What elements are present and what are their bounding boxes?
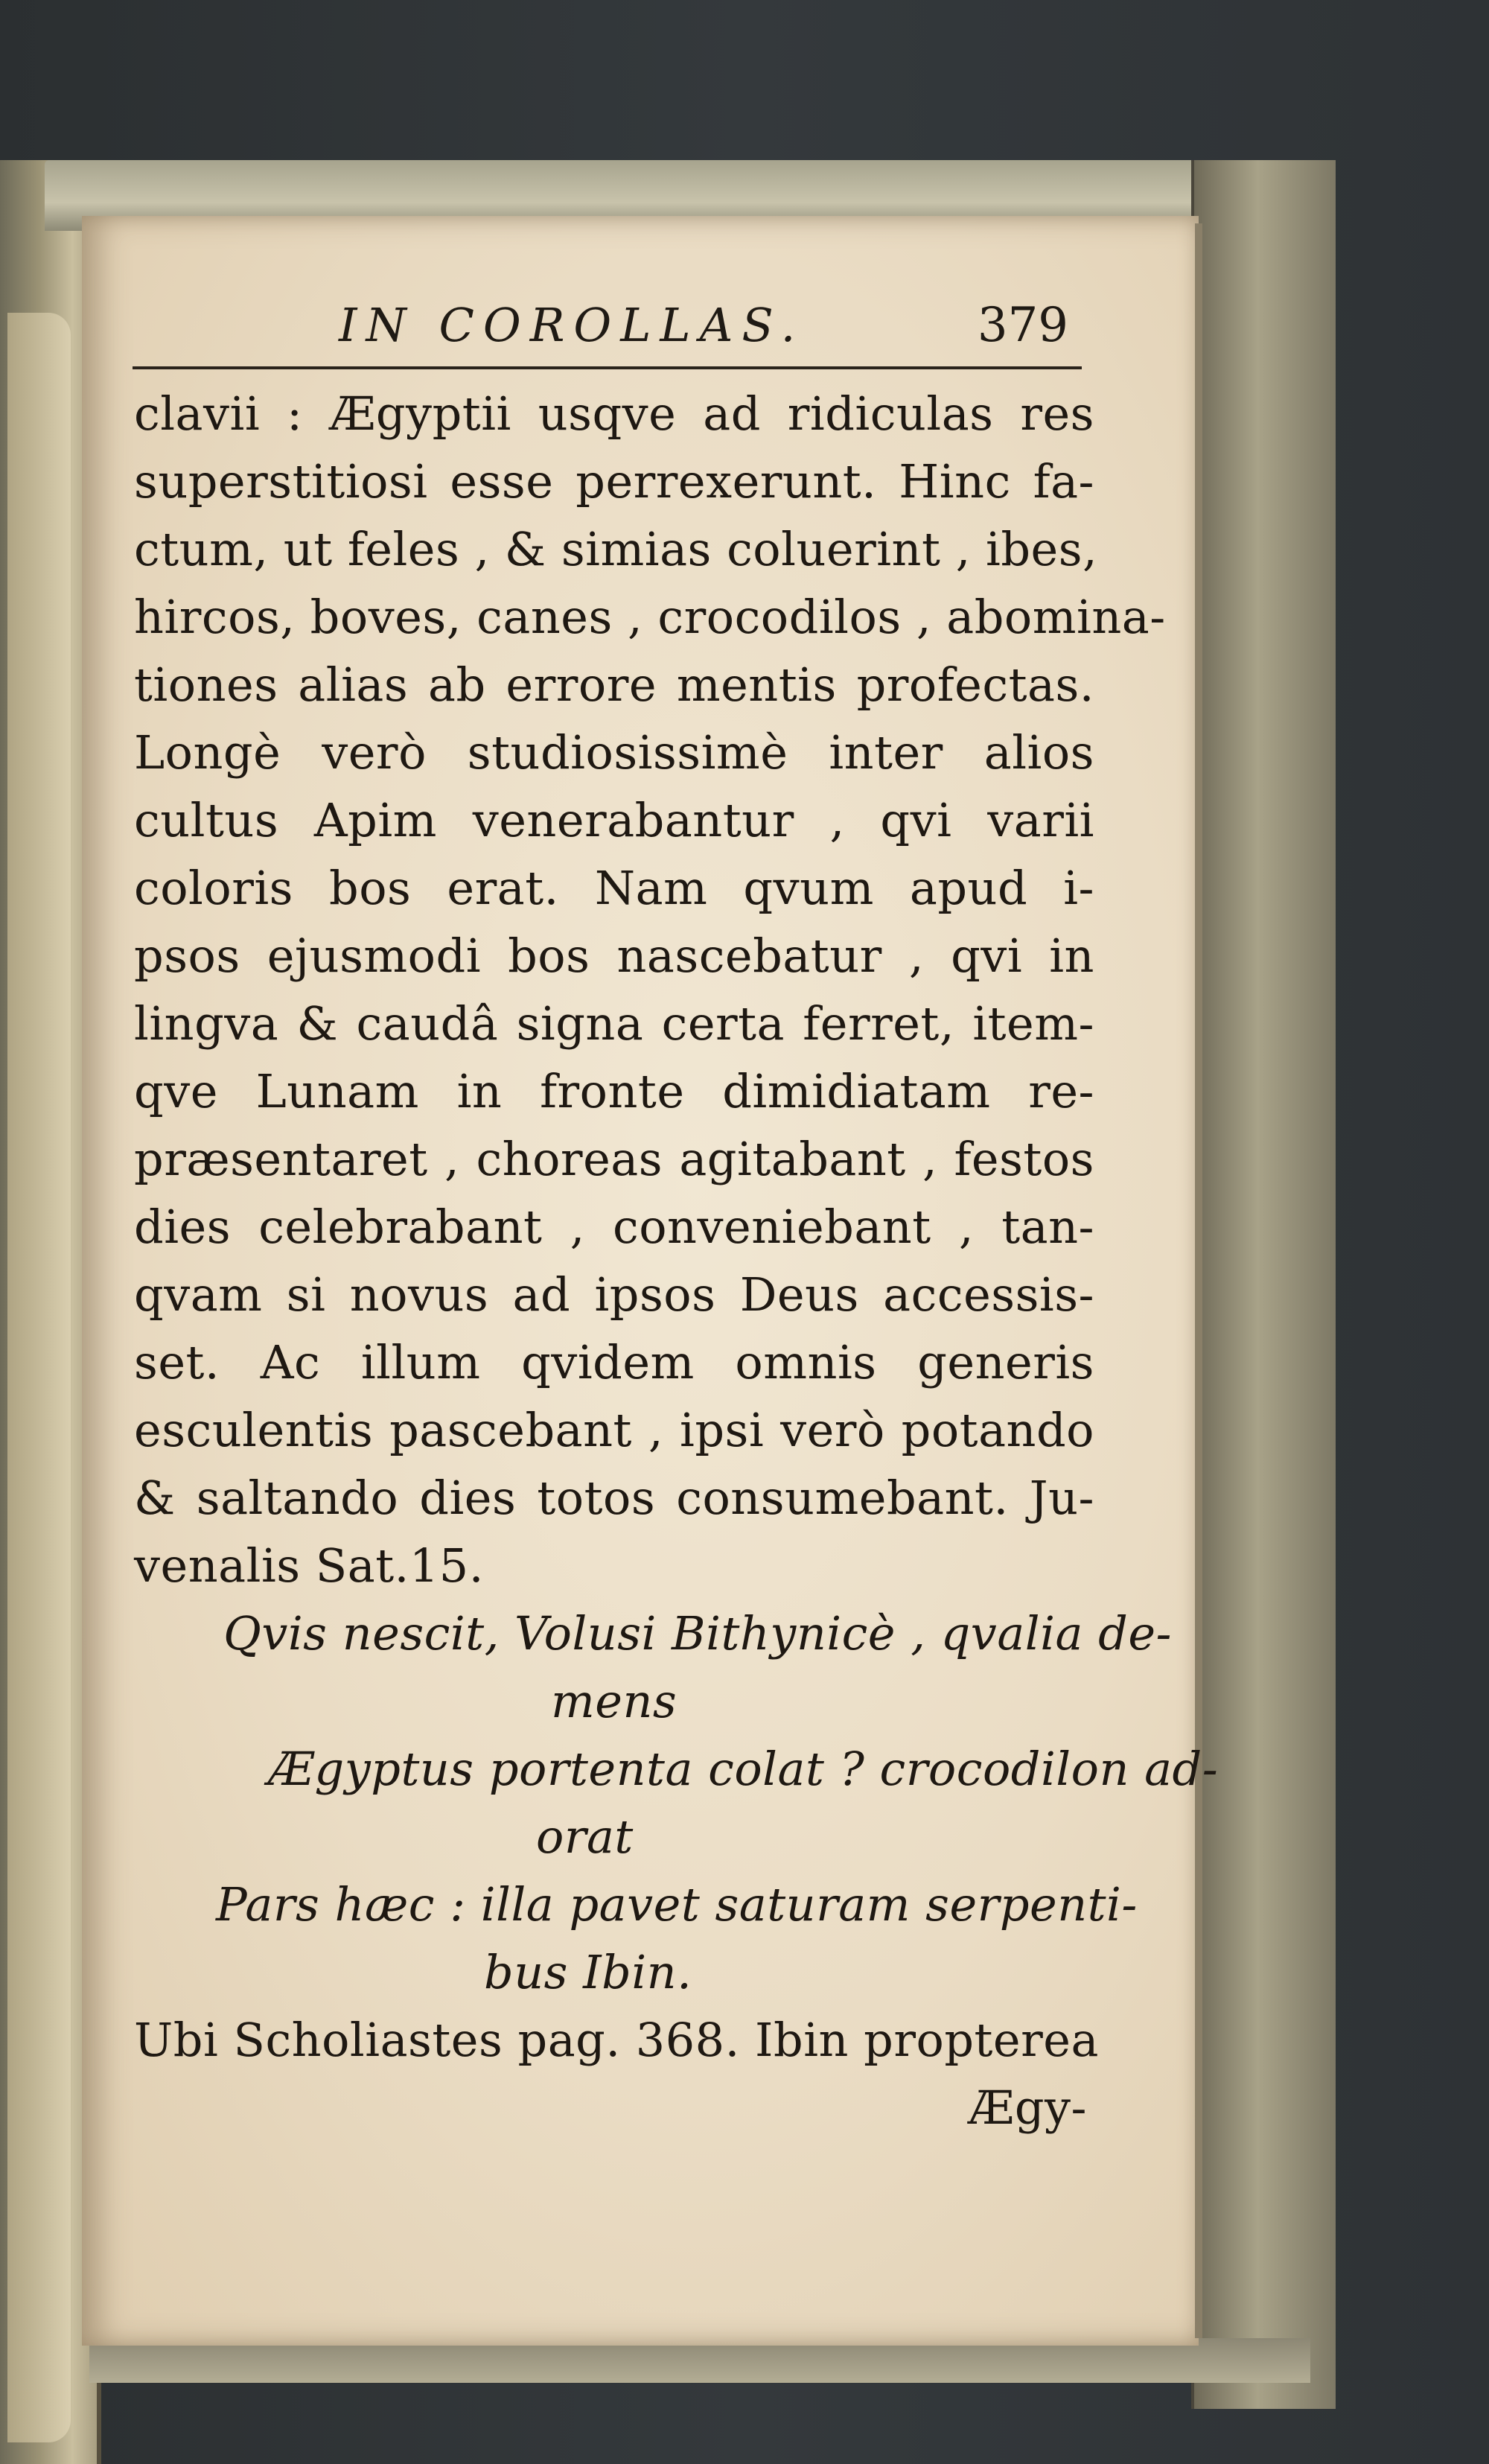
text-line: cultus Apim venerabantur , qvi varii: [134, 793, 1094, 847]
text-line: hircos, boves, canes , crocodilos , abomina-: [134, 590, 1166, 644]
page-header: [130, 298, 1083, 357]
text-line: clavii : Ægyptii usqve ad ridiculas res: [134, 386, 1094, 441]
text-line: superstitiosi esse perrexerunt. Hinc fa-: [134, 454, 1094, 509]
verse-line: Qvis nescit, Volusi Bithynicè , qvalia de-: [223, 1606, 1172, 1661]
text-line: ctum, ut feles , & simias coluerint , ibes,: [134, 522, 1098, 576]
text-line: coloris bos erat. Nam qvum apud i-: [134, 861, 1094, 915]
verse-line: bus Ibin.: [484, 1945, 692, 1999]
text-line: lingva & caudâ signa certa ferret, item-: [134, 996, 1094, 1051]
book-cover-right: [1191, 160, 1336, 2409]
text-line: tiones alias ab errore mentis profectas.: [134, 658, 1094, 712]
text-line: qvam si novus ad ipsos Deus accessis-: [134, 1267, 1094, 1322]
running-title: IN COROLLAS.: [339, 298, 805, 352]
text-line: Ubi Scholiastes pag. 368. Ibin propterea: [134, 2013, 1099, 2067]
verse-line: mens: [551, 1674, 677, 1728]
text-line: præsentaret , choreas agitabant , festos: [134, 1132, 1094, 1186]
body-text: [134, 380, 1219, 2142]
text-line: qve Lunam in fronte dimidiatam re-: [134, 1064, 1094, 1118]
verse-line: Ægyptus portenta colat ? crocodilon ad-: [268, 1742, 1219, 1796]
text-line: set. Ac illum qvidem omnis generis: [134, 1335, 1094, 1389]
text-line: & saltando dies totos consumebant. Ju-: [134, 1471, 1094, 1525]
text-line: dies celebrabant , conveniebant , tan-: [134, 1200, 1094, 1254]
text-line: esculentis pascebant , ipsi verò potando: [134, 1403, 1094, 1457]
text-line: venalis Sat.15.: [134, 1538, 484, 1593]
page-fore-edge: [1195, 223, 1202, 2338]
page-number: 379: [977, 298, 1068, 353]
text-line: Longè verò studiosissimè inter alios: [134, 725, 1094, 780]
verse-line: orat: [536, 1809, 634, 1864]
header-rule: [133, 366, 1082, 369]
facing-page-edge: [7, 313, 71, 2442]
text-line: psos ejusmodi bos nascebatur , qvi in: [134, 929, 1094, 983]
catchword: Ægy-: [968, 2081, 1087, 2135]
verse-line: Pars hæc : illa pavet saturam serpenti-: [216, 1877, 1138, 1932]
